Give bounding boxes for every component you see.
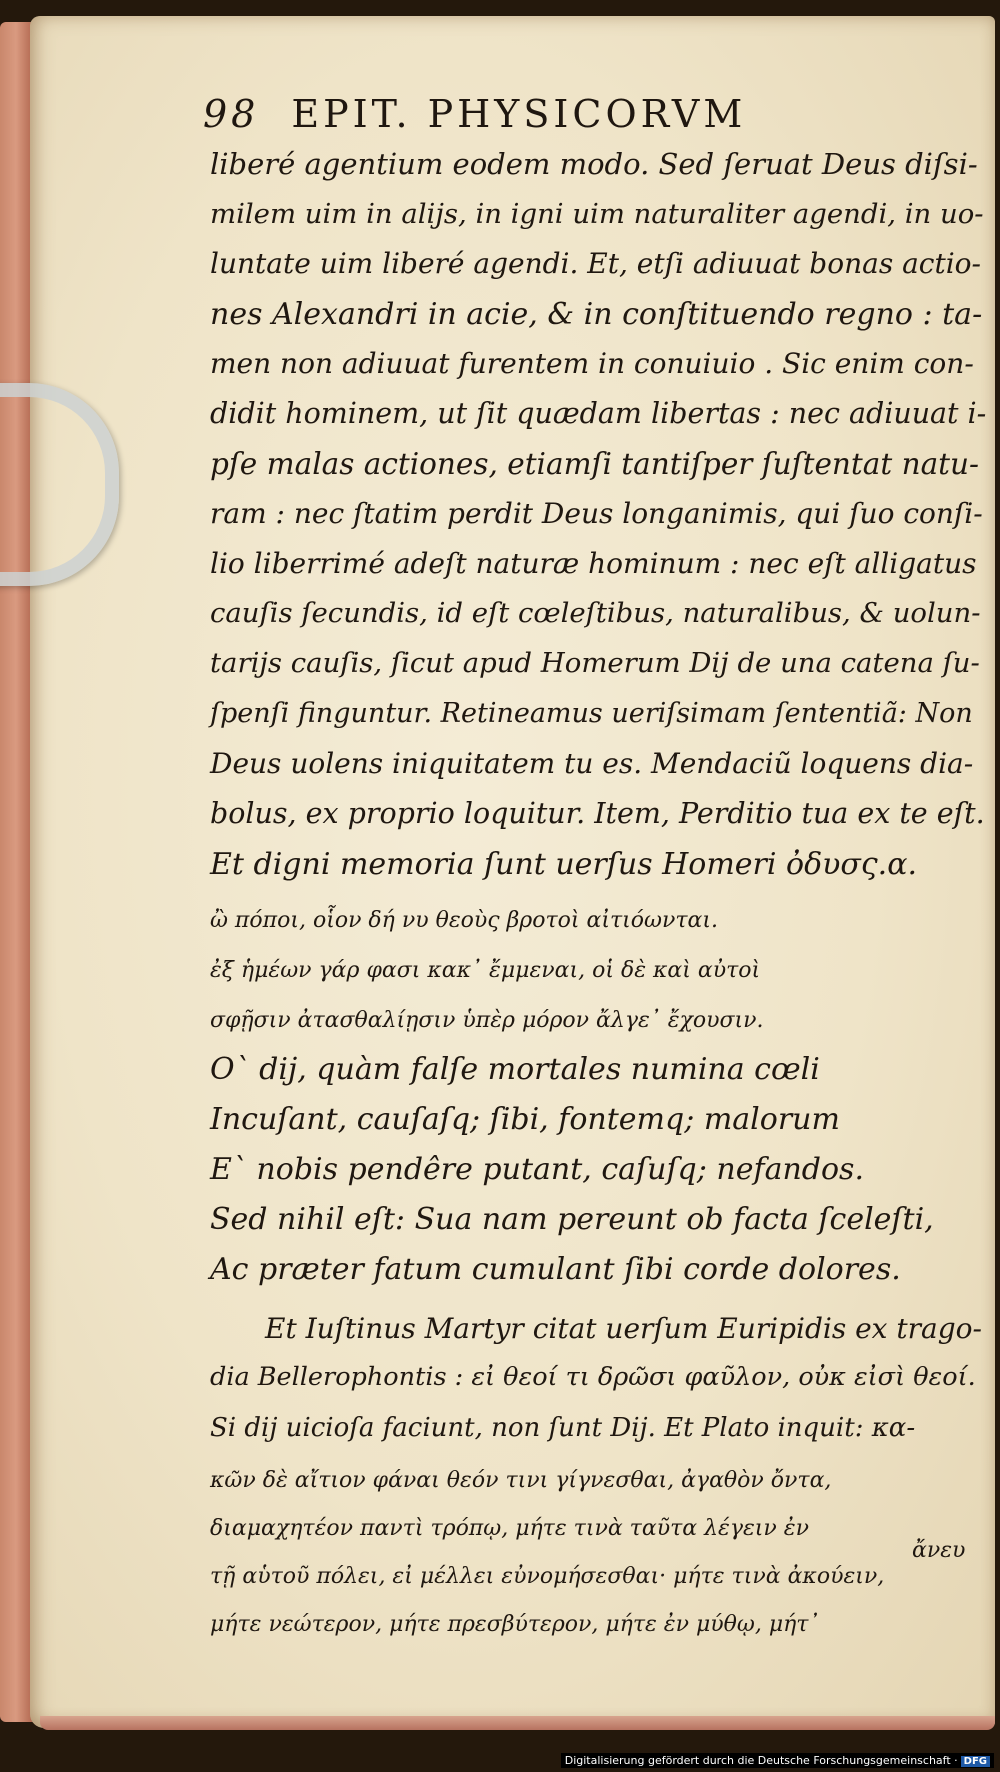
text-line: lio liberrimé adeſt naturæ hominum : nec eſt alligatus — [210, 547, 977, 580]
greek-quote-line: τῇ αὑτοῦ πόλει, εἰ μέλλει εὐνομήσεσθαι· μήτε τινὰ ἀκούειν, — [210, 1564, 885, 1589]
text-line: liberé agentium eodem modo. Sed ſeruat Deus diſsi- — [210, 147, 978, 181]
running-header — [203, 92, 903, 136]
greek-quote-line: διαμαχητέον παντὶ τρόπῳ, μήτε τινὰ ταῦτα λέγειν ἐν — [210, 1516, 809, 1541]
text-line: men non adiuuat furentem in conuiuio . Sic enim con- — [210, 347, 974, 380]
greek-quote-line: κῶν δὲ αἴτιον φάναι θεόν τινι γίγνεσθαι, ἀγαθὸν ὄντα, — [210, 1468, 832, 1493]
page-bottom-edge — [40, 1716, 995, 1730]
text-line: luntate uim liberé agendi. Et, etſi adiuuat bonas actio- — [210, 247, 981, 280]
latin-verse-line: Incuſant, cauſaſq; ſibi, fontemq; malorum — [210, 1102, 840, 1137]
digitization-credit — [561, 1753, 994, 1768]
credit-text: Digitalisierung gefördert durch die Deutsche Forschungsgemeinschaft · — [564, 1754, 958, 1767]
page-number: 98 — [203, 92, 260, 136]
latin-verse-line: E` nobis pendêre putant, caſuſq; nefandos. — [210, 1152, 864, 1187]
text-line: Et digni memoria ſunt uerſus Homeri ὀδυσς.α. — [210, 847, 917, 882]
latin-verse-line: Sed nihil eſt: Sua nam pereunt ob facta ſceleſti, — [210, 1202, 934, 1237]
text-line: ram : nec ſtatim perdit Deus longanimis, qui ſuo conſi- — [210, 497, 983, 530]
text-line: didit hominem, ut ſit quædam libertas : nec adiuuat i- — [210, 397, 987, 430]
catchword: ἄνευ — [912, 1538, 966, 1563]
greek-verse-line: ὢ πόποι, οἷον δή νυ θεοὺς βροτοὶ αἰτιόωνται. — [210, 908, 718, 933]
text-line: ſpenſi finguntur. Retineamus ueriſsimam ſententiã: Non — [210, 698, 973, 729]
greek-quote-line: μήτε νεώτερον, μήτε πρεσβύτερον, μήτε ἐν μύθῳ, μήτ᾽ — [210, 1612, 820, 1637]
text-line: tarijs cauſis, ſicut apud Homerum Dij de una catena ſu- — [210, 647, 980, 679]
greek-verse-line: ἐξ ἡμέων γάρ φασι κακ᾽ ἔμμεναι, οἱ δὲ καὶ αὐτοὶ — [210, 958, 761, 983]
text-line: nes Alexandri in acie, & in conſtituendo regno : ta- — [210, 297, 983, 332]
dfg-logo: DFG — [961, 1756, 990, 1767]
text-line: bolus, ex proprio loquitur. Item, Perditio tua ex te eſt. — [210, 797, 985, 830]
latin-verse-line: Ac præter fatum cumulant ſibi corde dolores. — [210, 1252, 901, 1287]
text-line: milem uim in alijs, in igni uim naturaliter agendi, in uo- — [210, 198, 984, 230]
text-line: pſe malas actiones, etiamſi tantiſper ſuſtentat natu- — [210, 447, 979, 481]
latin-verse-line: O` dij, quàm falſe mortales numina cœli — [210, 1052, 820, 1087]
text-line: Si dij uicioſa faciunt, non ſunt Dij. Et Plato inquit: κα- — [210, 1413, 916, 1443]
greek-verse-line: σφῇσιν ἀτασθαλίῃσιν ὑπὲρ μόρον ἄλγε᾽ ἔχουσιν. — [210, 1008, 764, 1033]
running-title: EPIT. PHYSICORVM — [291, 92, 747, 136]
text-line: dia Bellerophontis : εἰ θεοί τι δρῶσι φαῦλον, οὐκ εἰσὶ θεοί. — [210, 1362, 976, 1392]
text-line: Deus uolens iniquitatem tu es. Mendaciũ loquens dia- — [210, 747, 974, 780]
text-line: Et Iuſtinus Martyr citat uerſum Euripidis ex trago- — [265, 1312, 982, 1345]
text-line: cauſis ſecundis, id eſt cœleſtibus, naturalibus, & uolun- — [210, 597, 981, 629]
